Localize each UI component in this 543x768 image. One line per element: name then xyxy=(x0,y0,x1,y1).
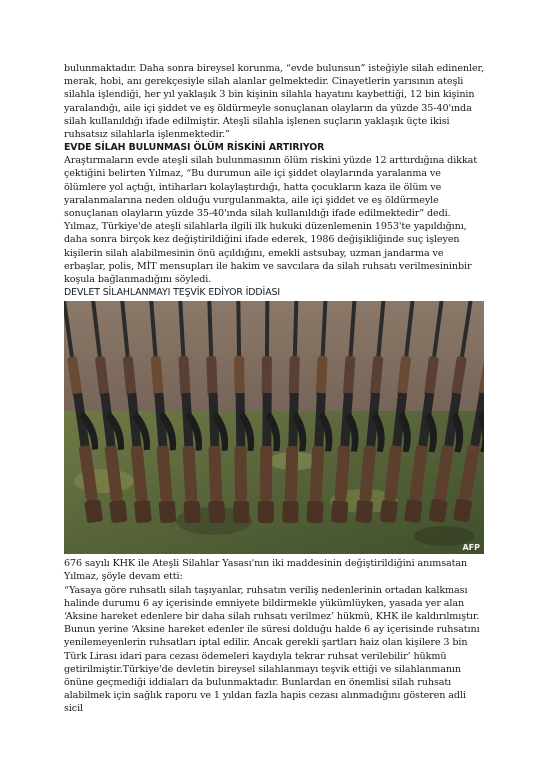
photo-credit: AFP xyxy=(462,543,480,553)
rifles-illustration xyxy=(64,301,484,554)
paragraph: “Yasaya göre ruhsatlı silah taşıyanlar, ruhsatın veriliş nedenlerinin ortadan kalkması halinde durumu 6 ay içerisinde emniyete bildirmekle yükümlüyken, yasada yer alan ‘Aksine hareket edenlere bir daha silah ruhsatı verilmez’ hükmü, KHK ile kaldırılmıştır. Bunun yerine ‘Aksine hareket edenler ile süresi dolduğu halde 6 ay içerisinde ruhsatını yenilemeyenlerin ruhsatları iptal edilir. Ancak gerekli şartları haiz olan kişilere 3 bin Türk Lirası idari para cezası ödemeleri kaydıyla tekrar ruhsat verilebilir’ hükmü getirilmiştir.Türkiye'de devletin bireysel silahlanmayı teşvik ettiği ve silahlanmanın önüne geçmediği iddiaları da bulunmaktadır. Bunlardan en önemlisi silah ruhsatı alabilmek için sağlık raporu ve 1 yıldan fazla hapis cezası alınmadığını gösteren adli sicil xyxy=(64,584,480,715)
section-heading: DEVLET SİLAHLANMAYI TEŞVİK EDİYOR İDDİASI xyxy=(64,287,281,299)
paragraph: bulunmaktadır. Daha sonra bireysel korunma, “evde bulunsun” isteğiyle silah edinenler, merak, hobi, anı gerekçesiyle silah alanlar gelmektedir. Cinayetlerin yarısının ateşli silahla işlendiği, her yıl yaklaşık 3 bin kişinin silahla hayatını kaybettiği, 12 bin kişinin yaralandığı, aile içi şiddet ve eş öldürmeyle sonuçlanan olayların da yüzde 35-40'ında silah kullanıldığı ifade edilmiştir. Ateşli silahla işlenen suçların yaklaşık üçte ikisi ruhsatsız silahlarla işlenmektedir.” xyxy=(64,63,484,141)
paragraph: 676 sayılı KHK ile Ateşli Silahlar Yasası'nın iki maddesinin değiştirildiğini anımsatan Yılmaz, şöyle devam etti: xyxy=(64,558,468,583)
paragraph: Araştırmaların evde ateşli silah bulunmasının ölüm riskini yüzde 12 arttırdığına dikkat çektiğini belirten Yılmaz, “Bu durumun aile içi şiddet olaylarında yaralanma ve ölümlere yol açtığı, intiharları kolaylaştırdığı, hatta çocukların kaza ile ölüm ve yaralanmalarına neden olduğu vurgulanmakta, aile içi şiddet ve eş öldürmeyle sonuçlanan olayların yüzde 35-40'ında silah kullanıldığı ifade edilmektedir” dedi. xyxy=(64,155,477,220)
weapons-photo xyxy=(64,301,484,554)
article-body xyxy=(64,62,484,716)
paragraph: Yılmaz, Türkiye'de ateşli silahlarla ilgili ilk hukuki düzenlemenin 1953'te yapıldığını, daha sonra birçok kez değiştirildiğini ifade ederek, 1986 değişikliğinde suç işleyen kişilerin silah alabilmesinin önü açıldığını, emekli astsubay, uzman jandarma ve erbaşlar, polis, MİT mensupları ile hakim ve savcılara da silah ruhsatı verilmesininbir koşula bağlanmadığını söyledi. xyxy=(64,221,472,286)
section-heading: EVDE SİLAH BULUNMASI ÖLÜM RİSKİNİ ARTIRIYOR xyxy=(64,142,325,154)
